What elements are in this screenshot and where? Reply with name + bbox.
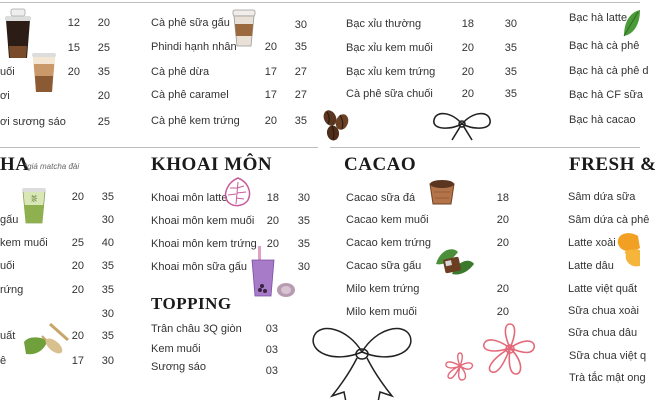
price-l: 40 xyxy=(101,237,114,249)
menu-item-name: Bạc hà latte xyxy=(569,12,628,24)
menu-item-name: Cà phê sữa chuối xyxy=(346,88,433,100)
price-l: 30 xyxy=(101,214,114,226)
menu-item-name: Bạc hà cacao xyxy=(569,114,636,126)
menu-item-name: Bạc hà cà phê d xyxy=(569,65,649,77)
menu-item-name: Sữa chua dâu xyxy=(568,327,638,339)
price-m: 17 xyxy=(71,355,84,367)
small-flower-icon xyxy=(444,352,476,384)
price-m: 18 xyxy=(496,192,509,204)
menu-item-name: Cacao sữa gấu xyxy=(346,260,422,272)
section-heading-matcha: HA xyxy=(0,154,30,175)
matcha-price-note: *giá matcha đài xyxy=(24,162,80,171)
price-m: 20 xyxy=(496,306,509,318)
large-ribbon-bow-icon xyxy=(310,316,414,400)
coffee-beans-icon xyxy=(320,108,352,142)
svg-text:茶: 茶 xyxy=(30,195,38,203)
menu-item-name: Latte việt quất xyxy=(568,283,638,295)
price-m: 17 xyxy=(264,89,277,101)
menu-item-name: Cacao kem muối xyxy=(346,214,429,226)
price-l: 30 xyxy=(294,19,307,31)
price-l: 25 xyxy=(97,42,110,54)
menu-item-name: Sâm dứa cà phê xyxy=(568,214,650,226)
section-divider-right xyxy=(330,147,640,148)
price-l: 35 xyxy=(97,66,110,78)
section-heading-cacao: CACAO xyxy=(344,154,417,175)
cacao-box-icon xyxy=(428,176,456,206)
matcha-whisk-icon xyxy=(20,320,72,360)
menu-item-name: Khoai môn kem muối xyxy=(151,215,255,227)
price-m: 17 xyxy=(264,66,277,78)
price-l: 35 xyxy=(294,41,307,53)
price-l: 30 xyxy=(101,355,114,367)
price-l: 35 xyxy=(297,238,310,250)
flower-outline-icon xyxy=(478,322,542,382)
menu-item-name: Khoai môn latte xyxy=(151,192,228,204)
price-l: 30 xyxy=(297,261,310,273)
price-m: 20 xyxy=(264,41,277,53)
price-m: 20 xyxy=(461,66,474,78)
price-l: 20 xyxy=(97,90,110,102)
price-l: 30 xyxy=(504,18,517,30)
menu-item-name: Cacao sữa đá xyxy=(346,192,416,204)
menu-item-name: Cà phê sữa gấu xyxy=(151,17,230,29)
section-divider-left xyxy=(0,147,318,148)
price-m: 20 xyxy=(71,330,84,342)
price-l: 35 xyxy=(504,88,517,100)
price-m: 20 xyxy=(71,260,84,272)
price-m: 25 xyxy=(71,237,84,249)
price-m: 20 xyxy=(496,214,509,226)
section-heading-khoai-mon: KHOAI MÔN xyxy=(151,154,273,175)
menu-item-name: Sữa chua xoài xyxy=(568,305,639,317)
section-heading-fresh: FRESH & xyxy=(569,154,656,175)
price-l: 35 xyxy=(101,260,114,272)
menu-item-name: Cà phê caramel xyxy=(151,89,229,101)
menu-item-name: Bạc xỉu kem trứng xyxy=(346,66,436,78)
price-m: 20 xyxy=(496,283,509,295)
ribbon-bow-icon xyxy=(430,108,494,142)
price-m: 15 xyxy=(67,42,80,54)
milk-tea-cup-icon xyxy=(30,50,58,94)
menu-item-name: uối xyxy=(0,260,15,272)
menu-item-name: Phindi hạnh nhân xyxy=(151,41,237,53)
price-m: 20 xyxy=(461,88,474,100)
menu-item-name: Bạc xỉu kem muối xyxy=(346,42,433,54)
price-m: 20 xyxy=(496,237,509,249)
price-m: 20 xyxy=(71,191,84,203)
topping-price: 03 xyxy=(265,344,278,356)
price-l: 20 xyxy=(97,17,110,29)
taro-bubble-tea-icon xyxy=(250,246,296,298)
menu-item-name: Bạc hà CF sữa xyxy=(569,89,644,101)
menu-item-name: Bạc xỉu thường xyxy=(346,18,422,30)
price-m: 20 xyxy=(67,66,80,78)
price-m: 20 xyxy=(266,215,279,227)
menu-item-name: Kem muối xyxy=(151,343,201,355)
price-l: 35 xyxy=(504,42,517,54)
price-l: 35 xyxy=(101,284,114,296)
top-border xyxy=(0,2,640,3)
menu-item-name: Trà tắc mật ong xyxy=(569,372,646,384)
menu-item-name: ơi sương sáo xyxy=(0,116,66,128)
menu-item-name: Latte xoài xyxy=(568,237,616,249)
menu-item-name: ơi xyxy=(0,90,10,102)
price-m: 20 xyxy=(266,238,279,250)
price-l: 35 xyxy=(294,115,307,127)
price-l: 35 xyxy=(101,330,114,342)
price-m: 20 xyxy=(461,42,474,54)
menu-item-name: Sữa chua việt q xyxy=(569,350,647,362)
menu-item-name: Cacao kem trứng xyxy=(346,237,432,249)
price-m: 20 xyxy=(264,115,277,127)
taro-leaf-icon xyxy=(222,176,254,210)
menu-item-name: Milo kem trứng xyxy=(346,283,420,295)
price-l: 30 xyxy=(101,308,114,320)
menu-item-name: kem muối xyxy=(0,237,48,249)
price-l: 25 xyxy=(97,116,110,128)
price-l: 35 xyxy=(504,66,517,78)
menu-item-name: ê xyxy=(0,355,7,367)
price-m: 18 xyxy=(266,192,279,204)
menu-item-name: Latte dâu xyxy=(568,260,614,272)
menu-item-name: Cà phê dừa xyxy=(151,66,210,78)
menu-item-name: Bạc hà cà phê xyxy=(569,40,640,52)
coffee-cup-icon xyxy=(3,8,33,60)
menu-item-name: Milo kem muối xyxy=(346,306,417,318)
topping-price: 03 xyxy=(265,323,278,335)
menu-item-name: Cà phê kem trứng xyxy=(151,115,240,127)
menu-item-name: rứng xyxy=(0,284,24,296)
topping-price: 03 xyxy=(265,365,278,377)
matcha-cup-icon xyxy=(20,185,48,225)
menu-item-name: Sâm dứa sữa xyxy=(568,191,636,203)
price-m: 12 xyxy=(67,17,80,29)
price-l: 30 xyxy=(297,192,310,204)
menu-item-name: Trân châu 3Q giòn xyxy=(151,323,242,335)
section-heading-topping: TOPPING xyxy=(151,294,232,313)
price-l: 35 xyxy=(101,191,114,203)
menu-item-name: uối xyxy=(0,66,15,78)
menu-item-name: Sương sáo xyxy=(151,361,206,373)
price-l: 35 xyxy=(297,215,310,227)
price-m: 18 xyxy=(461,18,474,30)
price-l: 27 xyxy=(294,89,307,101)
mint-leaf-icon xyxy=(622,8,640,38)
takeaway-cup-icon xyxy=(231,8,257,48)
menu-item-name: gấu xyxy=(0,214,19,226)
price-l: 27 xyxy=(294,66,307,78)
menu-item-name: uất xyxy=(0,330,16,342)
menu-item-name: Khoai môn kem trứng xyxy=(151,238,257,250)
price-m: 20 xyxy=(71,284,84,296)
chocolate-leaf-icon xyxy=(432,244,476,280)
mango-icon xyxy=(614,228,640,270)
menu-item-name: Khoai môn sữa gấu xyxy=(151,261,248,273)
